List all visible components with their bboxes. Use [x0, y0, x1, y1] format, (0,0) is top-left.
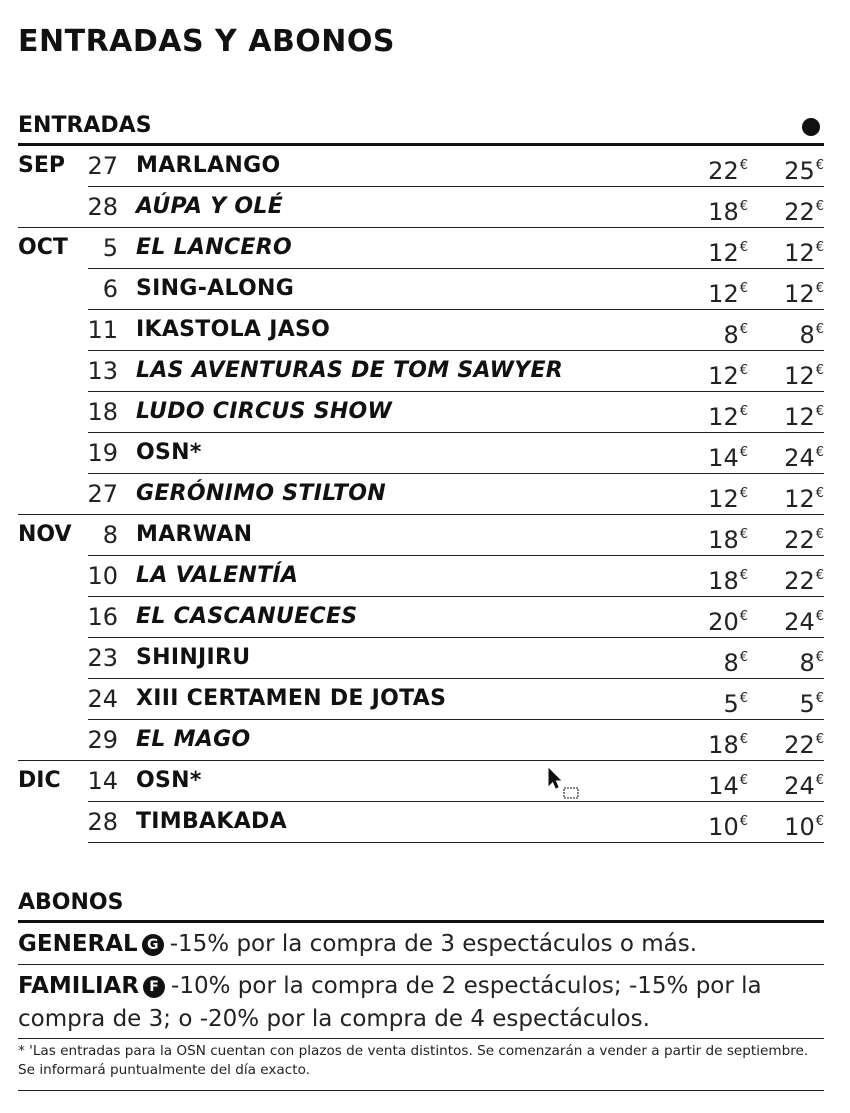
abono-divider — [18, 964, 824, 965]
row-price-2 — [754, 269, 824, 314]
euro-sign: € — [739, 322, 748, 337]
euro-sign: € — [815, 281, 824, 296]
price-value: 14 — [708, 772, 739, 800]
row-event: TIMBAKADA — [136, 809, 287, 834]
price-value: 12 — [708, 362, 739, 390]
euro-sign: € — [815, 445, 824, 460]
price-value: 12 — [784, 239, 815, 267]
price-value: 24 — [784, 444, 815, 472]
row-event: IKASTOLA JASO — [136, 317, 331, 342]
row-day: 19 — [87, 439, 118, 467]
abonos-rule — [18, 920, 824, 923]
euro-sign: € — [815, 773, 824, 788]
row-price-1 — [678, 802, 748, 847]
euro-sign: € — [815, 650, 824, 665]
table-row — [18, 720, 824, 761]
row-price-2 — [754, 515, 824, 560]
euro-sign: € — [739, 240, 748, 255]
row-day: 27 — [87, 152, 118, 180]
table-row — [18, 679, 824, 720]
row-event: AÚPA Y OLÉ — [136, 194, 284, 219]
row-price-1 — [678, 187, 748, 232]
euro-sign: € — [815, 814, 824, 829]
table-row — [18, 228, 824, 269]
euro-sign: € — [815, 363, 824, 378]
entradas-table — [18, 146, 824, 843]
row-price-2 — [754, 310, 824, 355]
price-value: 12 — [708, 280, 739, 308]
row-price-1 — [678, 310, 748, 355]
row-price-2 — [754, 597, 824, 642]
row-price-1 — [678, 679, 748, 724]
price-value: 22 — [784, 526, 815, 554]
euro-sign: € — [739, 814, 748, 829]
row-day: 28 — [87, 193, 118, 221]
abono-general-text: -15% por la compra de 3 espectáculos o más. — [169, 931, 698, 957]
row-price-2 — [754, 228, 824, 273]
euro-sign: € — [739, 609, 748, 624]
row-day: 11 — [87, 316, 118, 344]
row-price-1 — [678, 474, 748, 519]
price-value: 18 — [708, 731, 739, 759]
table-row — [18, 351, 824, 392]
price-value: 24 — [784, 608, 815, 636]
row-day: 27 — [87, 480, 118, 508]
price-value: 5 — [799, 690, 815, 718]
row-event: OSN* — [136, 768, 202, 793]
table-row — [18, 597, 824, 638]
euro-sign: € — [815, 199, 824, 214]
price-value: 18 — [708, 526, 739, 554]
dot-icon — [802, 118, 820, 136]
table-row — [18, 310, 824, 351]
price-value: 8 — [723, 321, 739, 349]
euro-sign: € — [815, 527, 824, 542]
price-value: 25 — [784, 157, 815, 185]
row-price-2 — [754, 679, 824, 724]
row-day: 18 — [87, 398, 118, 426]
row-price-1 — [678, 392, 748, 437]
row-event: LAS AVENTURAS DE TOM SAWYER — [136, 358, 564, 383]
euro-sign: € — [739, 773, 748, 788]
row-price-1 — [678, 351, 748, 396]
price-value: 24 — [784, 772, 815, 800]
row-price-1 — [678, 556, 748, 601]
row-price-2 — [754, 556, 824, 601]
euro-sign: € — [739, 527, 748, 542]
price-value: 12 — [708, 239, 739, 267]
euro-sign: € — [815, 240, 824, 255]
row-price-1 — [678, 638, 748, 683]
row-event: EL CASCANUECES — [136, 604, 358, 629]
price-value: 12 — [708, 403, 739, 431]
table-row — [18, 269, 824, 310]
bottom-rule — [18, 1090, 824, 1091]
row-event: MARLANGO — [136, 153, 281, 178]
euro-sign: € — [815, 404, 824, 419]
row-price-2 — [754, 146, 824, 191]
row-event: SING-ALONG — [136, 276, 295, 301]
row-day: 29 — [87, 726, 118, 754]
row-price-1 — [678, 515, 748, 560]
table-row — [18, 433, 824, 474]
row-event: LA VALENTÍA — [136, 563, 299, 588]
row-day: 28 — [87, 808, 118, 836]
row-price-2 — [754, 638, 824, 683]
euro-sign: € — [739, 199, 748, 214]
row-price-1 — [678, 761, 748, 806]
price-value: 22 — [784, 567, 815, 595]
euro-sign: € — [739, 732, 748, 747]
table-row — [18, 392, 824, 433]
abono-familiar-text: -10% por la compra de 2 espectáculos; -15% por la compra de 3; o -20% por la compra de 4 espectáculos. — [18, 973, 762, 1032]
row-day: 13 — [87, 357, 118, 385]
price-value: 12 — [708, 485, 739, 513]
footnote-divider — [18, 1038, 824, 1039]
row-event: SHINJIRU — [136, 645, 251, 670]
euro-sign: € — [739, 445, 748, 460]
price-value: 22 — [784, 731, 815, 759]
euro-sign: € — [739, 404, 748, 419]
price-value: 12 — [784, 362, 815, 390]
euro-sign: € — [815, 158, 824, 173]
abonos-heading: ABONOS — [18, 890, 124, 915]
price-value: 12 — [784, 485, 815, 513]
entradas-heading-label: ENTRADAS — [18, 113, 152, 138]
row-price-1 — [678, 720, 748, 765]
general-badge-icon: G — [142, 934, 164, 956]
euro-sign: € — [815, 568, 824, 583]
row-event: XIII CERTAMEN DE JOTAS — [136, 686, 447, 711]
row-month: DIC — [18, 768, 61, 793]
price-value: 18 — [708, 567, 739, 595]
row-event: LUDO CIRCUS SHOW — [136, 399, 393, 424]
row-day: 5 — [102, 234, 118, 262]
row-event: OSN* — [136, 440, 202, 465]
price-value: 22 — [784, 198, 815, 226]
table-row — [18, 187, 824, 228]
row-price-2 — [754, 433, 824, 478]
row-price-2 — [754, 392, 824, 437]
row-day: 16 — [87, 603, 118, 631]
euro-sign: € — [815, 732, 824, 747]
row-day: 14 — [87, 767, 118, 795]
row-divider — [88, 842, 824, 843]
mouse-cursor-icon — [548, 768, 582, 800]
abono-general — [18, 928, 824, 961]
row-price-2 — [754, 720, 824, 765]
row-price-2 — [754, 802, 824, 847]
euro-sign: € — [739, 363, 748, 378]
euro-sign: € — [739, 158, 748, 173]
row-price-1 — [678, 433, 748, 478]
price-value: 8 — [723, 649, 739, 677]
price-value: 14 — [708, 444, 739, 472]
price-value: 12 — [784, 280, 815, 308]
row-price-1 — [678, 597, 748, 642]
price-value: 8 — [799, 321, 815, 349]
row-event: MARWAN — [136, 522, 253, 547]
price-value: 18 — [708, 198, 739, 226]
table-row — [18, 556, 824, 597]
abono-general-name: GENERAL — [18, 931, 138, 957]
price-value: 12 — [784, 403, 815, 431]
row-day: 23 — [87, 644, 118, 672]
row-price-2 — [754, 187, 824, 232]
euro-sign: € — [815, 486, 824, 501]
table-row — [18, 474, 824, 515]
euro-sign: € — [815, 322, 824, 337]
row-event: GERÓNIMO STILTON — [136, 481, 386, 506]
row-price-1 — [678, 146, 748, 191]
row-day: 6 — [102, 275, 118, 303]
row-event: EL MAGO — [136, 727, 251, 752]
row-price-2 — [754, 474, 824, 519]
row-price-1 — [678, 228, 748, 273]
row-day: 8 — [102, 521, 118, 549]
row-day: 10 — [87, 562, 118, 590]
row-event: EL LANCERO — [136, 235, 292, 260]
row-price-2 — [754, 761, 824, 806]
euro-sign: € — [815, 609, 824, 624]
page-title: ENTRADAS Y ABONOS — [18, 24, 396, 59]
footnote: * 'Las entradas para la OSN cuentan con plazos de venta distintos. Se comenzarán a vender a partir de septiembre. Se informará puntualmente del día exacto. — [18, 1043, 809, 1078]
price-value: 20 — [708, 608, 739, 636]
euro-sign: € — [739, 691, 748, 706]
row-month: SEP — [18, 153, 65, 178]
row-price-1 — [678, 269, 748, 314]
entradas-heading — [18, 112, 824, 140]
euro-sign: € — [739, 486, 748, 501]
euro-sign: € — [739, 281, 748, 296]
abono-familiar-name: FAMILIAR — [18, 973, 140, 999]
euro-sign: € — [739, 568, 748, 583]
familiar-badge-icon: F — [143, 976, 165, 998]
price-value: 8 — [799, 649, 815, 677]
row-month: OCT — [18, 235, 68, 260]
table-row — [18, 638, 824, 679]
euro-sign: € — [815, 691, 824, 706]
table-row — [18, 761, 824, 802]
abono-familiar — [18, 970, 824, 1036]
row-day: 24 — [87, 685, 118, 713]
euro-sign: € — [739, 650, 748, 665]
row-price-2 — [754, 351, 824, 396]
price-value: 10 — [784, 813, 815, 841]
table-row — [18, 146, 824, 187]
row-month: NOV — [18, 522, 72, 547]
table-row — [18, 802, 824, 843]
price-value: 10 — [708, 813, 739, 841]
price-value: 5 — [723, 690, 739, 718]
price-value: 22 — [708, 157, 739, 185]
table-row — [18, 515, 824, 556]
